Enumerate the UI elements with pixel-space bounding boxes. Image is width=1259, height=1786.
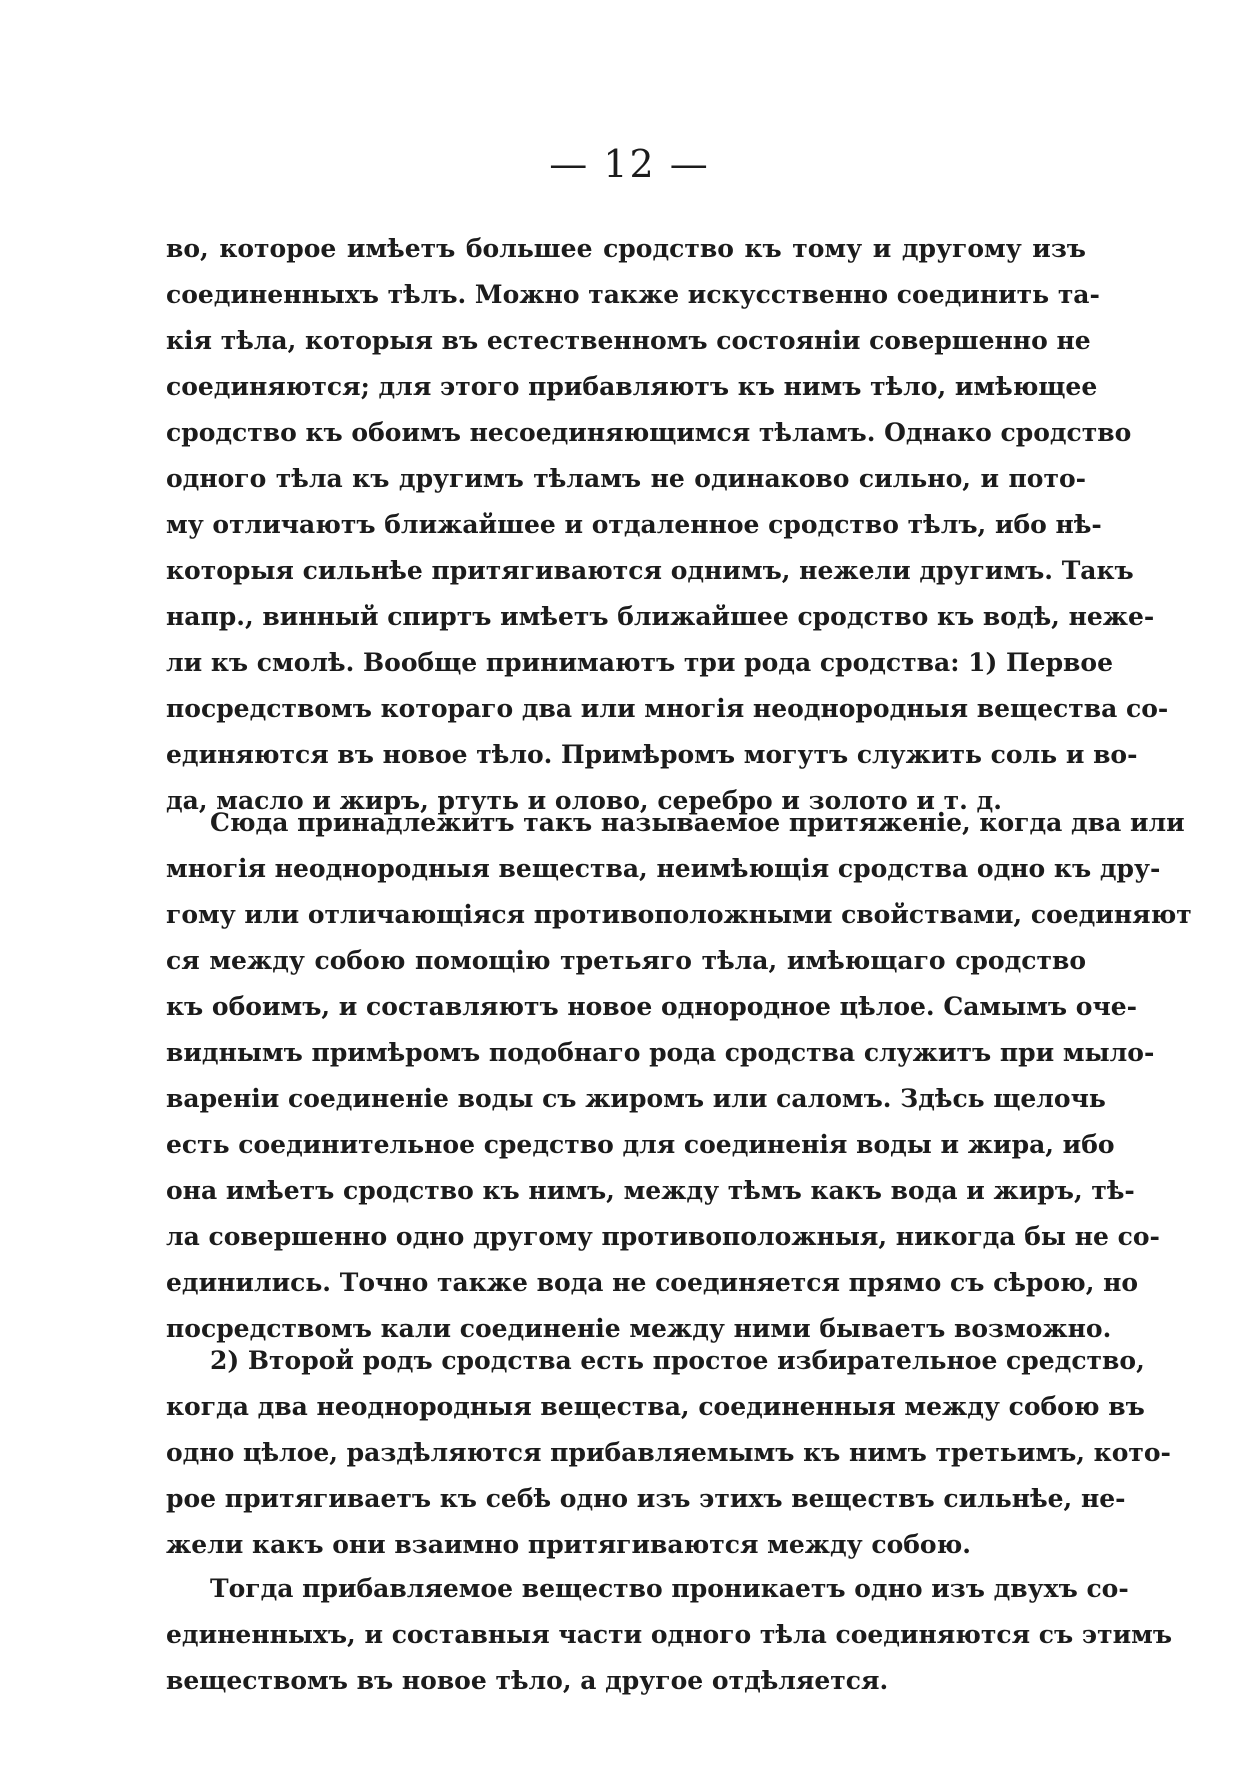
text-line: виднымъ примѣромъ подобнаго рода сродства служитъ при мыло- <box>166 1038 1155 1067</box>
text-line: одно цѣлое, раздѣляются прибавляемымъ къ нимъ третьимъ, кото- <box>166 1438 1171 1467</box>
text-line: ся между собою помощію третьяго тѣла, имѣющаго сродство <box>166 946 1086 975</box>
paragraph <box>166 1338 1171 1568</box>
text-line: ли къ смолѣ. Вообще принимаютъ три рода сродства: 1) Первое <box>166 648 1113 677</box>
text-line: когда два неоднородныя вещества, соединенныя между собою въ <box>166 1392 1145 1421</box>
text-line: которыя сильнѣе притягиваются однимъ, нежели другимъ. Такъ <box>166 556 1134 585</box>
page-number: — 12 — <box>549 142 710 186</box>
text-line: вареніи соединеніе воды съ жиромъ или саломъ. Здѣсь щелочь <box>166 1084 1106 1113</box>
text-line: 2) Второй родъ сродства есть простое избирательное средство, <box>210 1346 1145 1375</box>
text-line: во, которое имѣетъ большее сродство къ тому и другому изъ <box>166 234 1086 263</box>
text-line: одного тѣла къ другимъ тѣламъ не одинаково сильно, и пото- <box>166 464 1086 493</box>
text-line: ла совершенно одно другому противоположныя, никогда бы не со- <box>166 1222 1160 1251</box>
text-line: соединяются; для этого прибавляютъ къ нимъ тѣло, имѣющее <box>166 372 1098 401</box>
text-line: гому или отличающіяся противоположными свойствами, соединяют <box>166 900 1192 929</box>
paragraph <box>166 1566 1173 1704</box>
text-line: Тогда прибавляемое вещество проникаетъ одно изъ двухъ со- <box>210 1574 1129 1603</box>
text-line: му отличаютъ ближайшее и отдаленное сродство тѣлъ, ибо нѣ- <box>166 510 1102 539</box>
text-line: напр., винный спиртъ имѣетъ ближайшее сродство къ водѣ, нежe- <box>166 602 1155 631</box>
text-line: посредствомъ кали соединеніе между ними бываетъ возможно. <box>166 1314 1112 1343</box>
text-line: рое притягиваетъ къ себѣ одно изъ этихъ веществъ сильнѣе, не- <box>166 1484 1126 1513</box>
text-line: единенныхъ, и составныя части одного тѣла соединяются съ этимъ <box>166 1620 1173 1649</box>
text-line: веществомъ въ новое тѣло, а другое отдѣляется. <box>166 1666 889 1695</box>
text-line: посредствомъ котораго два или многія неоднородныя вещества со- <box>166 694 1169 723</box>
text-line: многія неоднородныя вещества, неимѣющія сродства одно къ дру- <box>166 854 1161 883</box>
text-line: да, масло и жиръ, ртуть и олово, серебро и золото и т. д. <box>166 786 1002 815</box>
text-line: соединенныхъ тѣлъ. Можно также искусственно соединить та- <box>166 280 1100 309</box>
text-line: къ обоимъ, и составляютъ новое однородное цѣлое. Самымъ оче- <box>166 992 1138 1021</box>
text-line: она имѣетъ сродство къ нимъ, между тѣмъ какъ вода и жиръ, тѣ- <box>166 1176 1135 1205</box>
text-line: кія тѣла, которыя въ естественномъ состояніи совершенно не <box>166 326 1091 355</box>
text-line: Сюда принадлежитъ такъ называемое притяженіе, когда два или <box>210 808 1185 837</box>
text-line: единились. Точно также вода не соединяется прямо съ сѣрою, но <box>166 1268 1139 1297</box>
text-line: единяются въ новое тѣло. Примѣромъ могутъ служить соль и во- <box>166 740 1138 769</box>
text-line: есть соединительное средство для соединенія воды и жира, ибо <box>166 1130 1115 1159</box>
paragraph <box>166 800 1192 1352</box>
text-line: жели какъ они взаимно притягиваются между собою. <box>166 1530 971 1559</box>
text-line: сродство къ обоимъ несоединяющимся тѣламъ. Однако сродство <box>166 418 1132 447</box>
